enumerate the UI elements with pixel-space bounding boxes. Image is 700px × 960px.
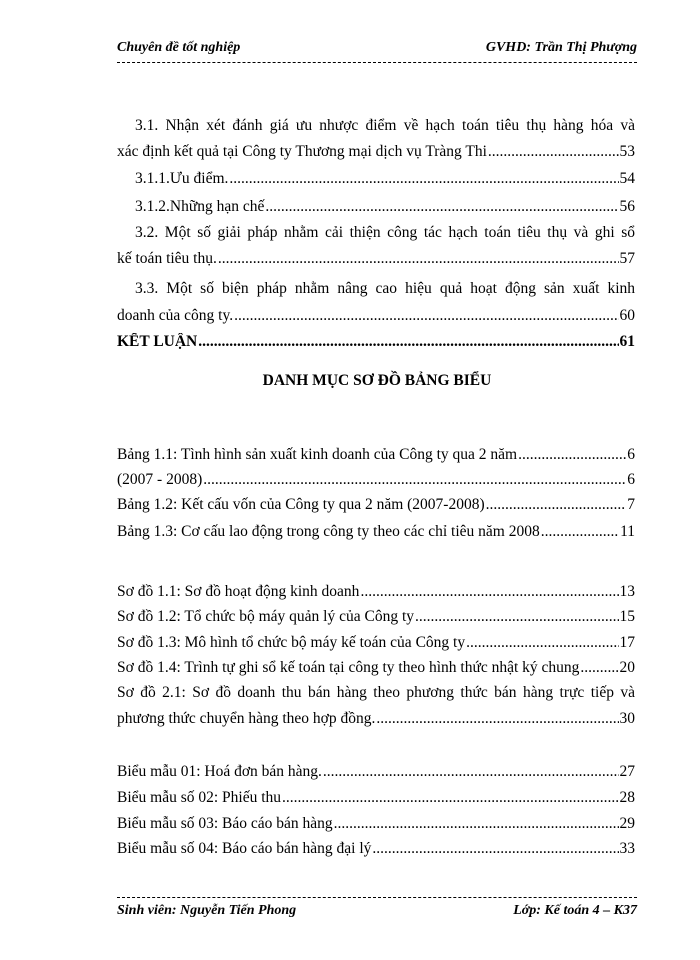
list-title: DANH MỤC SƠ ĐỒ BẢNG BIỂU (262, 372, 492, 389)
list-item: Sơ đồ 2.1: Sơ đồ doanh thu bán hàng theo phương thức bán hàng trực tiếp và (117, 684, 635, 701)
footer-divider (117, 897, 637, 898)
page-header (117, 40, 637, 64)
toc-3-2-line1: 3.2. Một số giải pháp nhằm cải thiện công tác hạch toán tiêu thụ và ghi sổ (135, 224, 635, 241)
list-item: Sơ đồ 1.2: Tổ chức bộ máy quản lý của Công ty ..... 15 (117, 608, 635, 626)
header-supervisor: GVHD: Trần Thị Phượng (485, 40, 637, 55)
toc-3-1-2: 3.1.2.Những hạn chế ..... 56 (135, 198, 635, 216)
toc-3-3-line1: 3.3. Một số biện pháp nhằm nâng cao hiệu quả hoạt động sản xuất kinh (135, 280, 635, 297)
header-course: Chuyên đề tốt nghiệp (117, 40, 241, 55)
list-item: phương thức chuyển hàng theo hợp đồng. ..... 30 (117, 710, 635, 728)
list-item: Sơ đồ 1.4: Trình tự ghi sổ kế toán tại công ty theo hình thức nhật ký chung ..... 20 (117, 659, 635, 677)
toc-3-3-line2: doanh của công ty. ..... 60 (117, 307, 635, 325)
list-item: Biểu mẫu số 02: Phiếu thu ..... 28 (117, 789, 635, 807)
header-divider (117, 62, 637, 63)
toc-3-1-line1: 3.1. Nhận xét đánh giá ưu nhược điểm về hạch toán tiêu thụ hàng hóa và (135, 117, 635, 134)
page-footer (117, 903, 637, 927)
list-item: (2007 - 2008) ..... 6 (117, 471, 635, 489)
toc-3-2-line2: kế toán tiêu thụ. ..... 57 (117, 250, 635, 268)
footer-student: Sinh viên: Nguyễn Tiến Phong (117, 903, 297, 918)
toc-3-1-1: 3.1.1.Ưu điểm. ..... 54 (135, 170, 635, 188)
list-item: Bảng 1.3: Cơ cấu lao động trong công ty theo các chỉ tiêu năm 2008 ..... 11 (117, 523, 635, 541)
toc-3-1-line2: xác định kết quả tại Công ty Thương mại dịch vụ Tràng Thi ..... 53 (117, 143, 635, 161)
list-item: Biểu mẫu số 04: Báo cáo bán hàng đại lý ..... 33 (117, 840, 635, 858)
list-item: Biểu mẫu số 03: Báo cáo bán hàng ..... 29 (117, 815, 635, 833)
toc-conclusion: KẾT LUẬN ..... 61 (117, 333, 635, 351)
list-item: Biểu mẫu 01: Hoá đơn bán hàng. ..... 27 (117, 763, 635, 781)
list-item: Bảng 1.2: Kết cấu vốn của Công ty qua 2 năm (2007-2008) ..... 7 (117, 496, 635, 514)
list-item: Sơ đồ 1.1: Sơ đồ hoạt động kinh doanh ..... 13 (117, 583, 635, 601)
list-item: Sơ đồ 1.3: Mô hình tổ chức bộ máy kế toán của Công ty ..... 17 (117, 634, 635, 652)
list-item: Bảng 1.1: Tình hình sản xuất kinh doanh của Công ty qua 2 năm ..... 6 (117, 446, 635, 464)
footer-class: Lớp: Kế toán 4 – K37 (513, 903, 637, 918)
